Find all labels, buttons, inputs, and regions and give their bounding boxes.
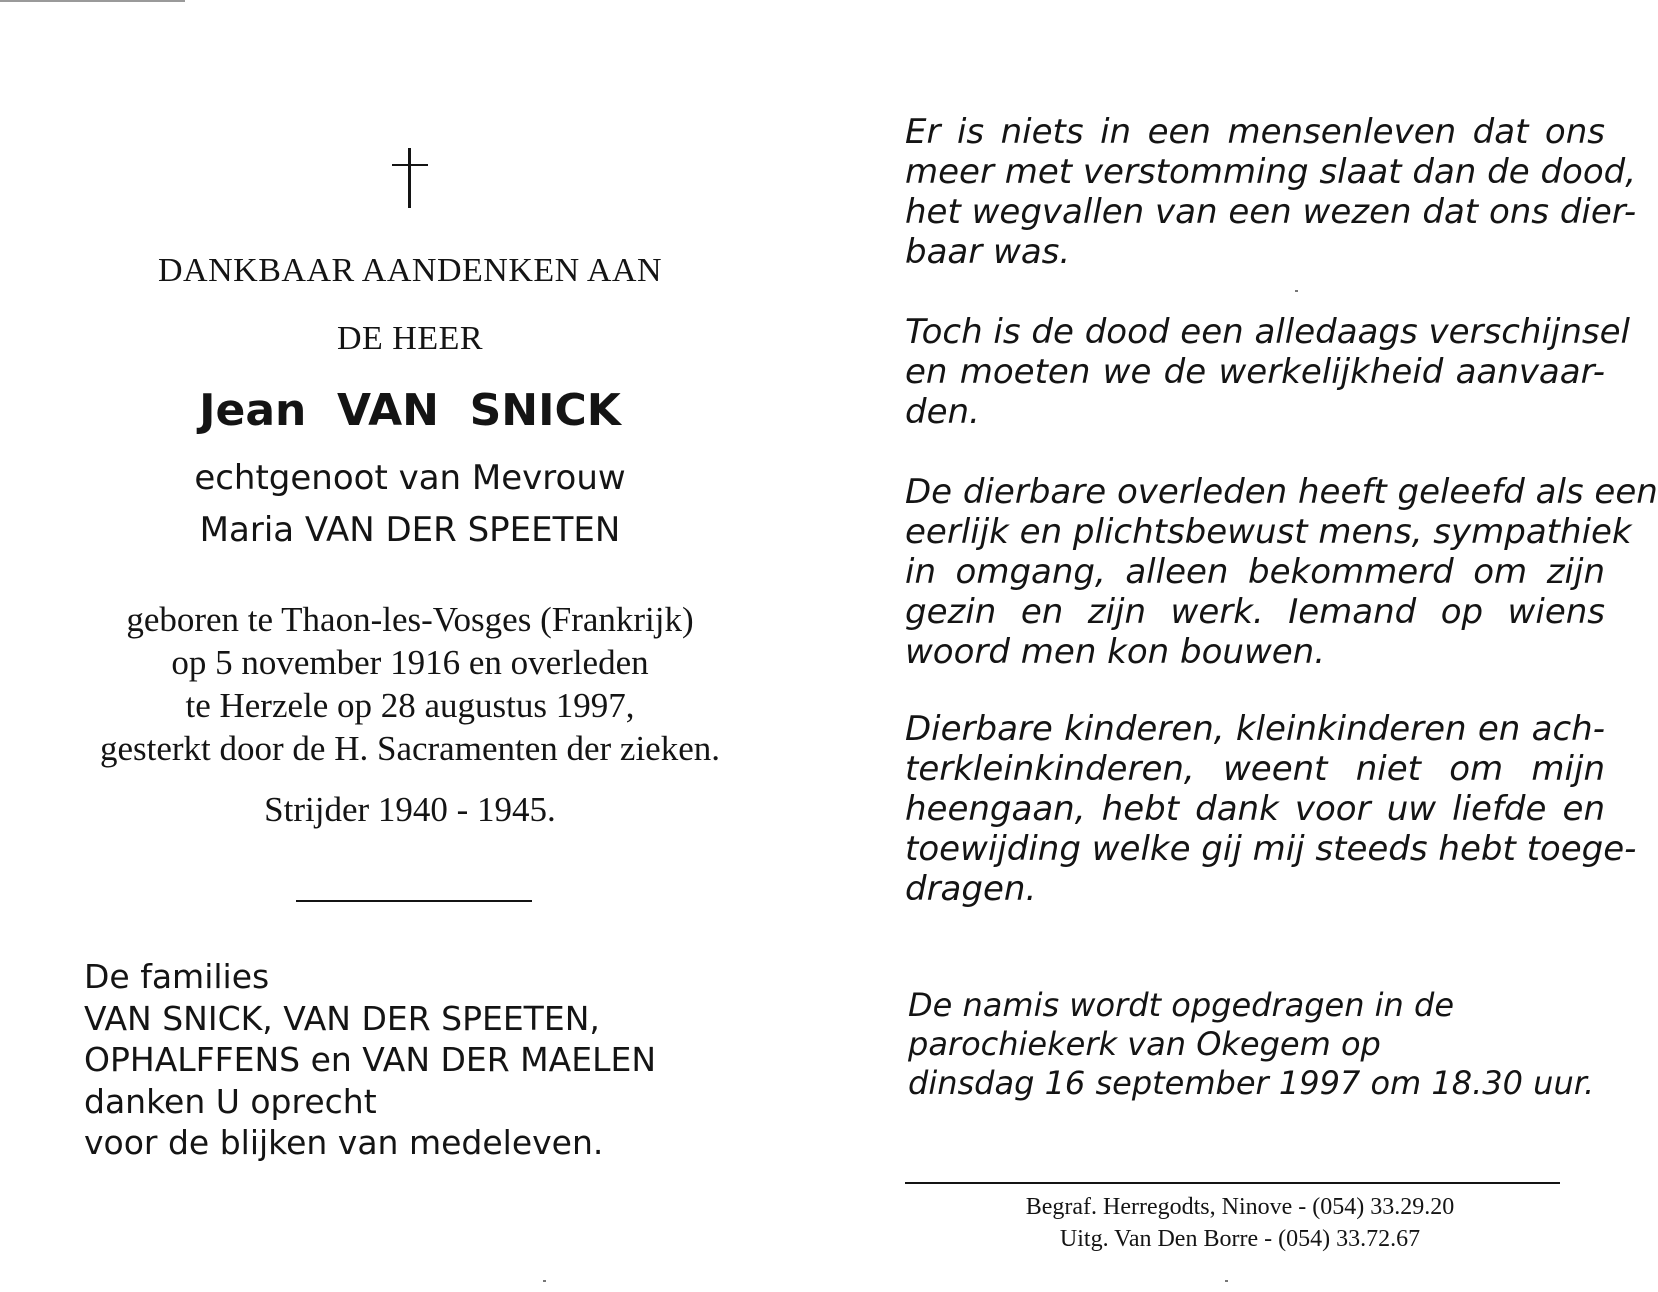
mass-line: De namis wordt opgedragen in de — [908, 986, 1454, 1024]
poem-line: in omgang, alleen bekommerd om zijn — [905, 552, 1605, 592]
mass-line: parochiekerk van Okegem op — [908, 1025, 1381, 1063]
poem-line: woord men kon bouwen. — [905, 632, 1326, 672]
bio-line: te Herzele op 28 augustus 1997, — [185, 686, 635, 725]
deceased-name: Jean VAN SNICK — [199, 385, 621, 436]
scan-speck — [1295, 290, 1298, 292]
veteran-line: Strijder 1940 - 1945. — [264, 790, 556, 829]
poem-line: meer met verstomming slaat dan de dood, — [905, 152, 1637, 192]
bio-line: geboren te Thaon-les-Vosges (Frankrijk) — [126, 600, 694, 639]
spouse-intro: echtgenoot van Mevrouw — [194, 458, 626, 498]
bio-line: gesterkt door de H. Sacramenten der zieken. — [99, 729, 721, 768]
separator-line — [296, 900, 532, 902]
scan-edge-line — [0, 0, 185, 2]
poem-line: Er is niets in een mensenleven dat ons — [905, 112, 1605, 152]
families-line: voor de blijken van medeleven. — [84, 1123, 604, 1162]
poem-line: heengaan, hebt dank voor uw liefde en — [905, 789, 1605, 829]
cross-icon — [392, 148, 428, 208]
printer-line: Begraf. Herregodts, Ninove - (054) 33.29.20 — [1025, 1194, 1455, 1220]
poem-line: De dierbare overleden heeft geleefd als een — [905, 472, 1658, 512]
poem-paragraph — [905, 112, 1637, 272]
scan-speck — [543, 1280, 546, 1282]
honorific-title: DE HEER — [336, 320, 484, 357]
poem-line: gezin en zijn werk. Iemand op wiens — [905, 592, 1605, 632]
families-line: danken U oprecht — [84, 1081, 377, 1121]
poem-paragraph — [905, 709, 1637, 909]
mass-line: dinsdag 16 september 1997 om 18.30 uur. — [908, 1064, 1595, 1102]
families-line: VAN SNICK, VAN DER SPEETEN, — [84, 998, 600, 1038]
spouse-name: Maria VAN DER SPEETEN — [199, 510, 621, 550]
poem-paragraph — [905, 312, 1630, 432]
poem-line: eerlijk en plichtsbewust mens, sympathiek — [905, 512, 1632, 552]
poem-paragraph — [905, 472, 1658, 672]
poem-line: Toch is de dood een alledaags verschijnsel — [905, 312, 1630, 352]
poem-line: terkleinkinderen, weent niet om mijn — [905, 749, 1605, 789]
poem-line: het wegvallen van een wezen dat ons dier- — [905, 192, 1637, 232]
printer-line: Uitg. Van Den Borre - (054) 33.72.67 — [1059, 1226, 1421, 1252]
families-thanks — [84, 956, 656, 1164]
mass-announcement — [908, 986, 1594, 1103]
families-line: OPHALFFENS en VAN DER MAELEN — [84, 1040, 657, 1079]
footer-rule — [905, 1182, 1560, 1184]
families-line: De families — [84, 957, 270, 996]
scan-speck — [1225, 1280, 1228, 1282]
poem-line: Dierbare kinderen, kleinkinderen en ach- — [905, 709, 1605, 749]
poem-line: den. — [905, 392, 980, 432]
poem-line: dragen. — [905, 869, 1037, 909]
poem-line: toewijding welke gij mij steeds hebt toege- — [905, 829, 1637, 869]
memorial-heading: DANKBAAR AANDENKEN AAN — [158, 252, 662, 289]
poem-line: baar was. — [905, 232, 1071, 272]
poem-line: en moeten we de werkelijkheid aanvaar- — [905, 352, 1605, 392]
bio-line: op 5 november 1916 en overleden — [171, 643, 649, 682]
